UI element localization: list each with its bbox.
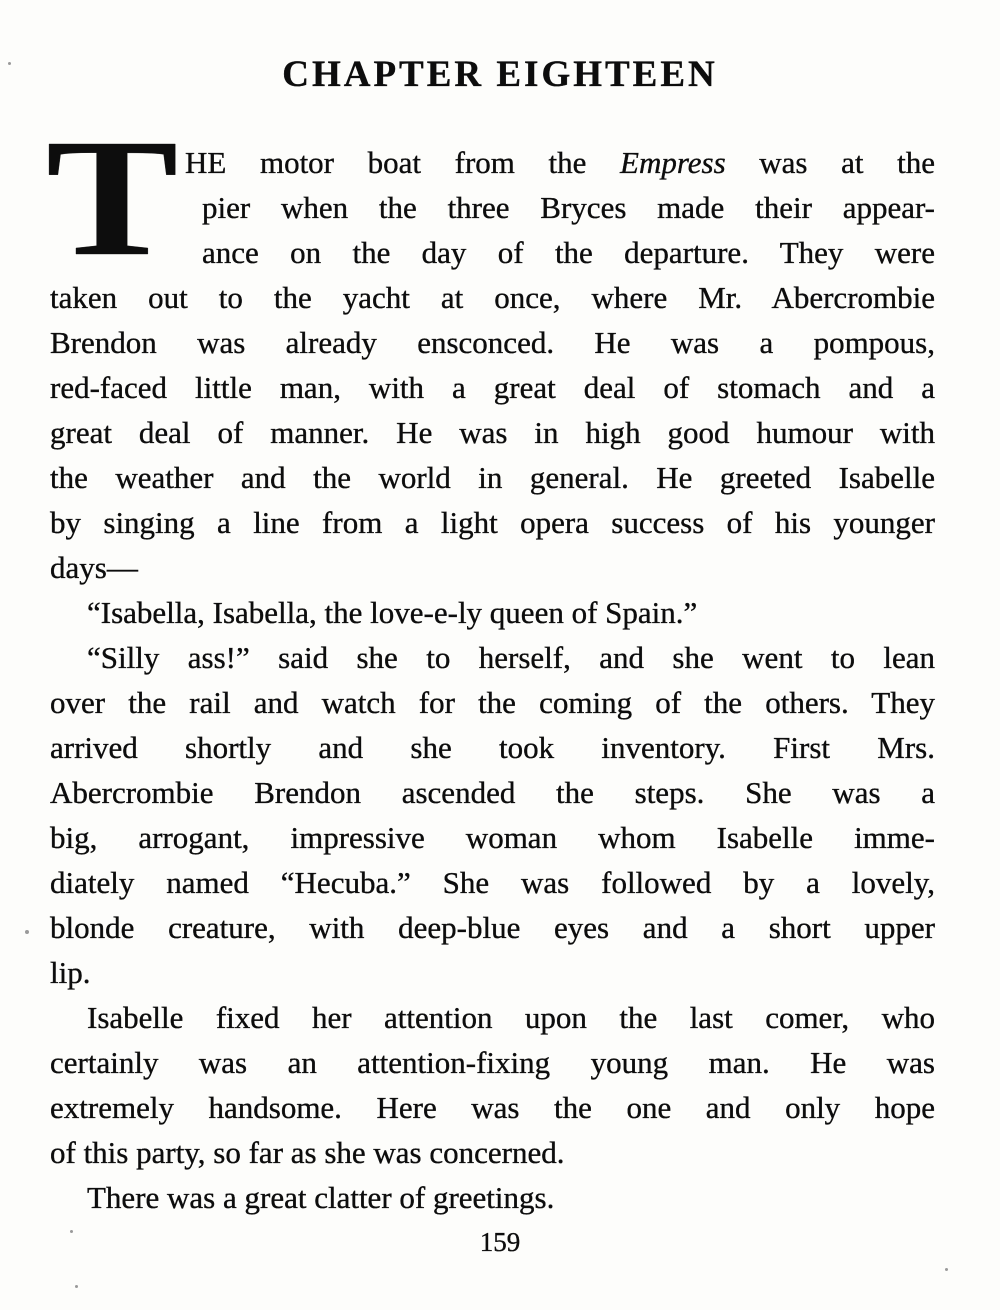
scan-speck xyxy=(70,1230,73,1233)
text-line-12: “Silly ass!” said she to herself, and she went to lean xyxy=(87,640,935,675)
page-number: 159 xyxy=(479,1227,521,1257)
text-line-22: extremely handsome. Here was the one and only hope xyxy=(50,1090,935,1125)
scan-speck xyxy=(75,1285,78,1288)
scan-speck xyxy=(945,1268,948,1271)
scan-speck xyxy=(8,62,11,65)
text-line-14: arrived shortly and she took inventory. First Mrs. xyxy=(50,730,935,765)
text-line-10: days— xyxy=(50,550,138,585)
text-line-11: “Isabella, Isabella, the love-e-ly queen of Spain.” xyxy=(87,595,698,630)
text-segment: HE motor boat from the xyxy=(185,145,621,180)
book-title-italic: Empress xyxy=(620,145,726,180)
text-line-21: certainly was an attention-fixing young man. He was xyxy=(50,1045,935,1080)
text-line-20: Isabelle fixed her attention upon the last comer, who xyxy=(87,1000,935,1035)
text-line-18: blonde creature, with deep-blue eyes and a short upper xyxy=(50,910,935,945)
text-line-2: pier when the three Bryces made their appear- xyxy=(202,190,935,225)
text-line-3: ance on the day of the departure. They were xyxy=(202,235,935,270)
text-line-23: of this party, so far as she was concerned. xyxy=(50,1135,565,1170)
text-line-5: Brendon was already ensconced. He was a pompous, xyxy=(50,325,935,360)
scan-speck xyxy=(25,930,29,934)
text-line-9: by singing a line from a light opera success of his younger xyxy=(50,505,935,540)
text-line-24: There was a great clatter of greetings. xyxy=(87,1180,555,1215)
text-line-1 xyxy=(185,140,935,185)
text-line-15: Abercrombie Brendon ascended the steps. She was a xyxy=(50,775,935,810)
text-line-4: taken out to the yacht at once, where Mr. Abercrombie xyxy=(50,280,935,315)
text-line-17: diately named “Hecuba.” She was followed by a lovely, xyxy=(50,865,935,900)
chapter-heading: CHAPTER EIGHTEEN xyxy=(282,54,718,95)
text-segment: was at the xyxy=(725,145,935,180)
text-line-13: over the rail and watch for the coming of the others. They xyxy=(50,685,935,720)
text-line-16: big, arrogant, impressive woman whom Isabelle imme- xyxy=(50,820,935,855)
drop-cap-letter: T xyxy=(46,105,179,291)
text-line-19: lip. xyxy=(50,955,91,990)
text-line-7: great deal of manner. He was in high good humour with xyxy=(50,415,935,450)
text-line-8: the weather and the world in general. He greeted Isabelle xyxy=(50,460,935,495)
text-line-6: red-faced little man, with a great deal of stomach and a xyxy=(50,370,935,405)
page-body xyxy=(46,105,935,1220)
